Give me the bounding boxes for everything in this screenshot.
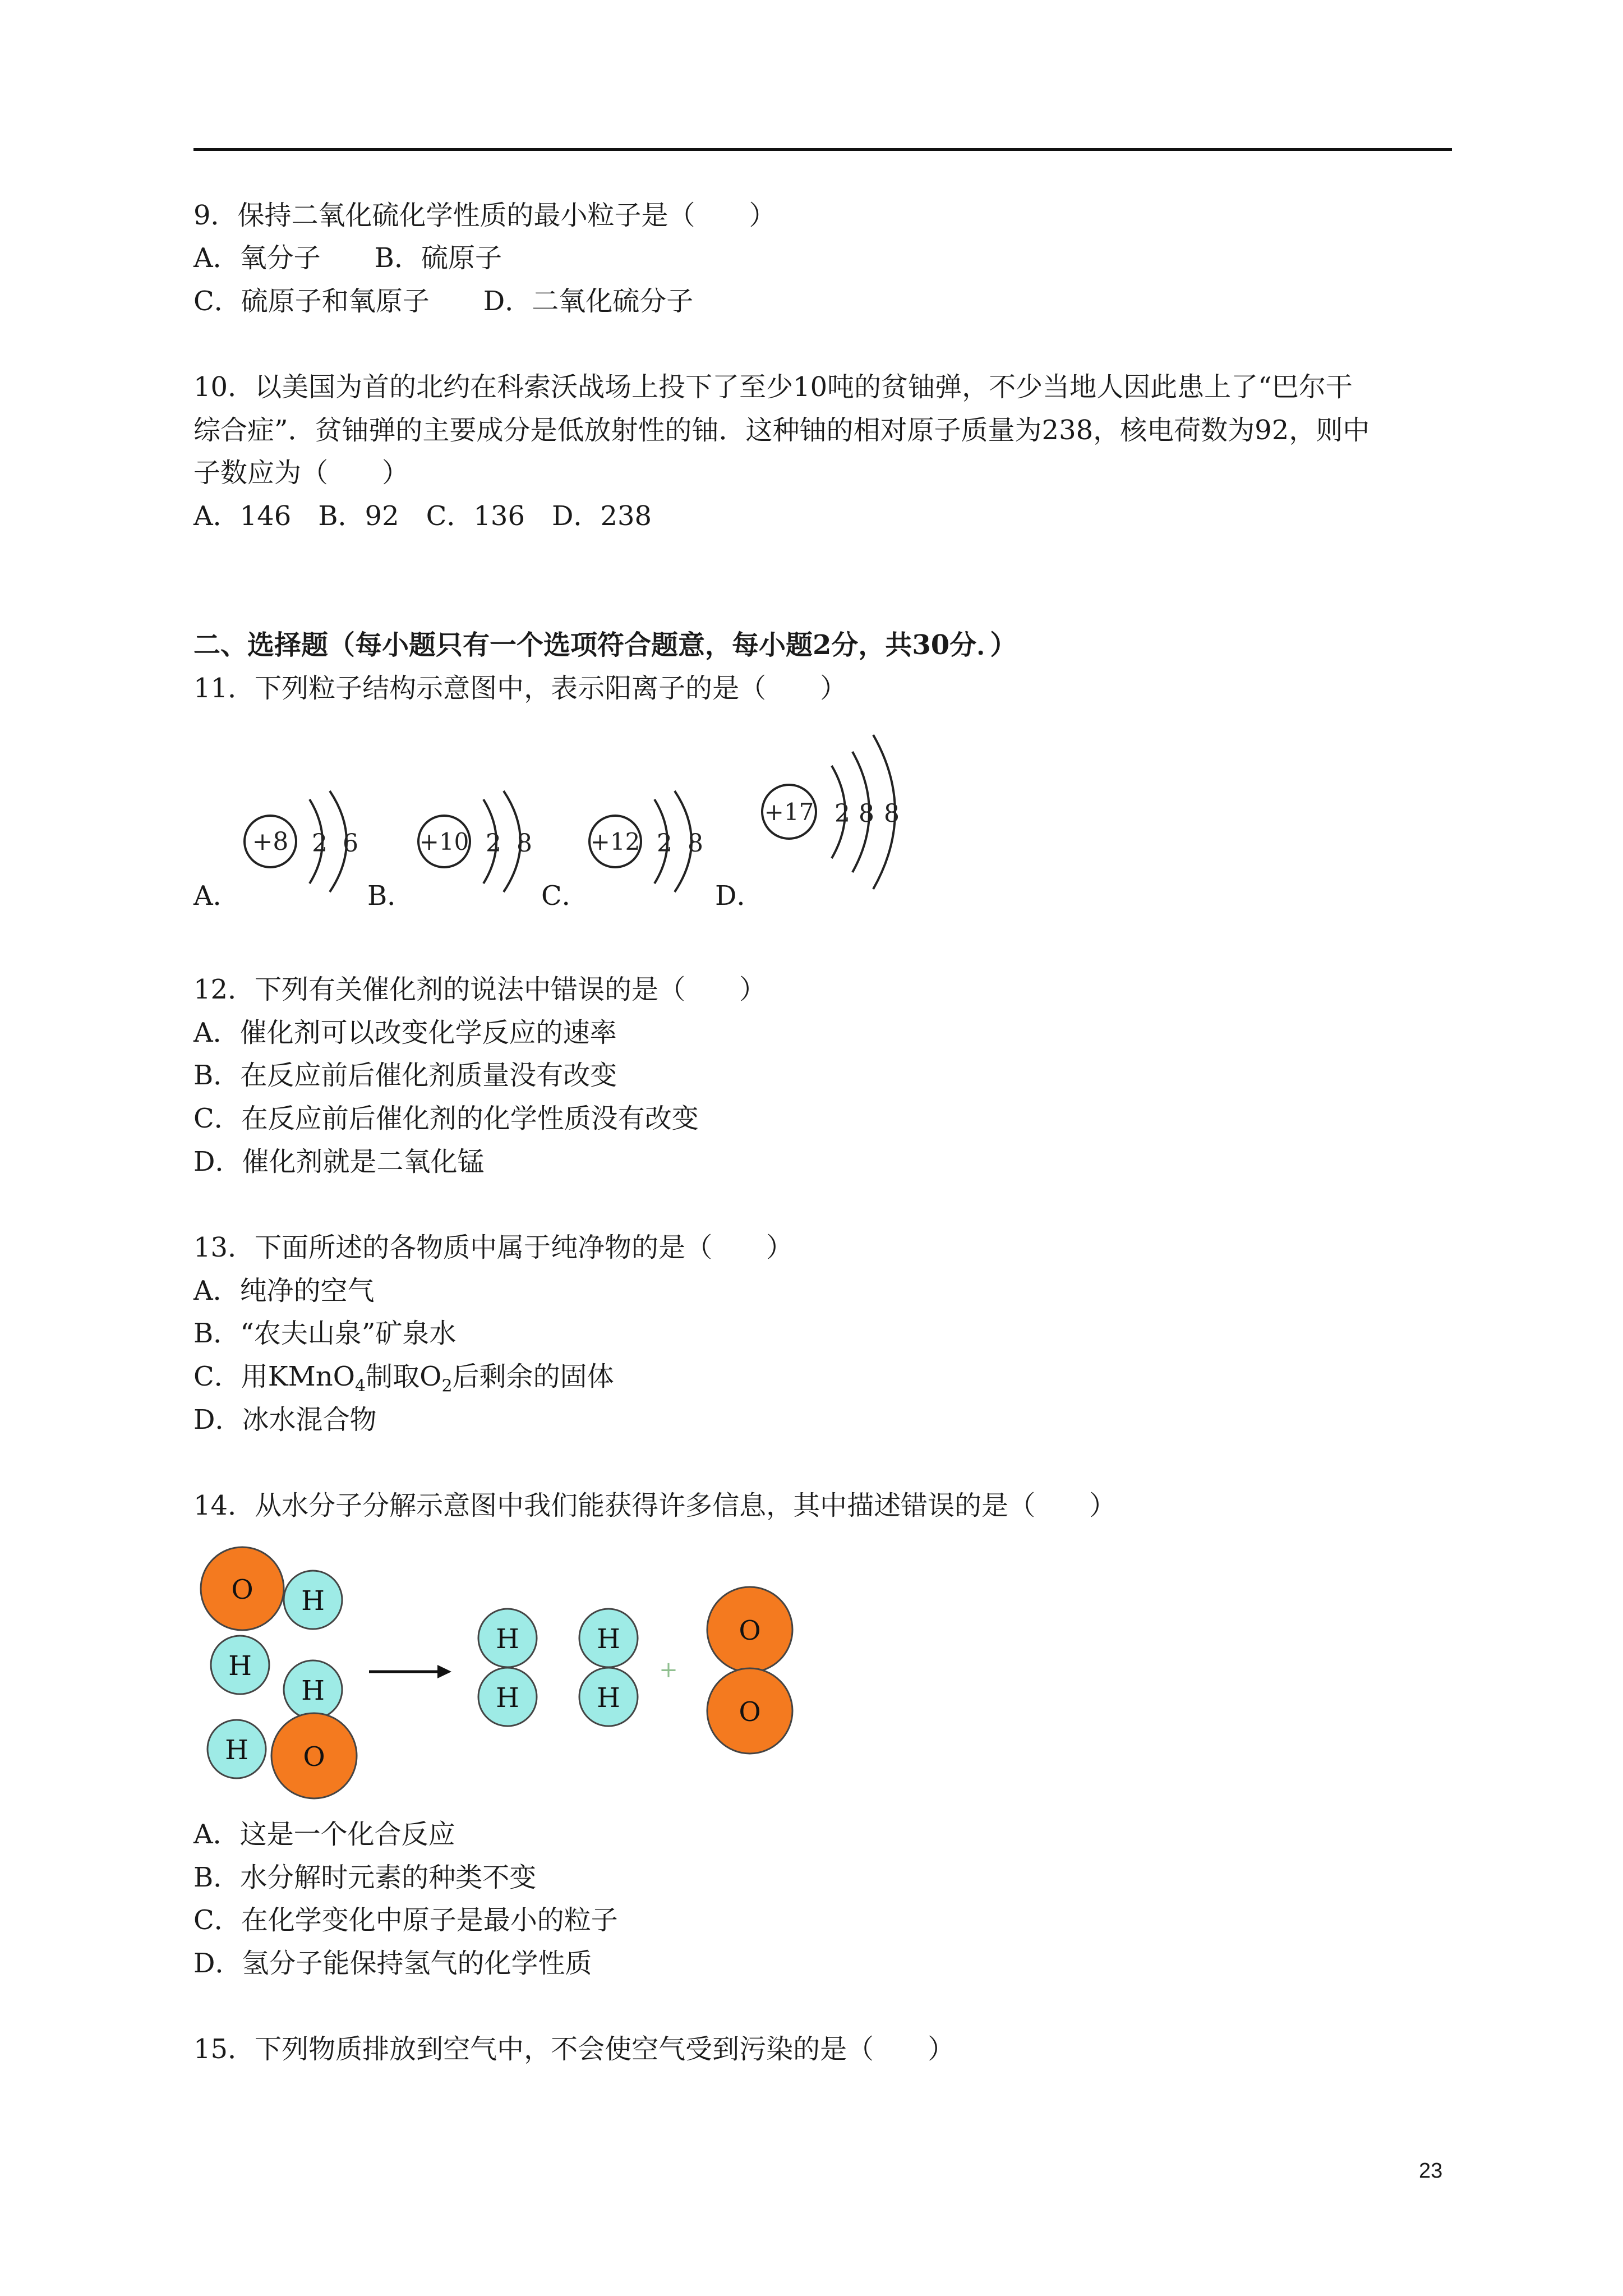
q14-option-a: A．这是一个化合反应 [193, 1819, 455, 1850]
q14-option-b: B．水分解时元素的种类不变 [193, 1862, 537, 1893]
atom-d-shell-3: 8 [884, 799, 900, 828]
atom-d-shell-1: 2 [834, 799, 850, 828]
q13-option-b: B．“农夫山泉”矿泉水 [193, 1318, 457, 1349]
hydrogen-molecule-1 [478, 1609, 537, 1726]
atom-diagram-c [580, 760, 715, 906]
q10-options: A．146 B．92 C．136 D．238 [193, 500, 652, 532]
q11-label-d: D． [715, 880, 764, 912]
q14-option-d: D．氢分子能保持氢气的化学性质 [193, 1948, 592, 1979]
section-heading: 二、选择题（每小题只有一个选项符合题意，每小题2分，共30分．） [193, 629, 1017, 661]
atom-d-nucleus: +17 [764, 798, 814, 826]
page-number: 23 [1419, 2159, 1443, 2183]
reaction-arrow [369, 1665, 451, 1678]
q14-stem: 14．从水分子分解示意图中我们能获得许多信息，其中描述错误的是（ ） [193, 1490, 1117, 1521]
atom-diagram-a [236, 760, 370, 906]
q13-option-c: C．用KMnO$_4$制取$O_2$后剩余的固体 [193, 1361, 614, 1396]
q12-option-d: D．催化剂就是二氧化锰 [193, 1146, 485, 1177]
atom-diagram-d [754, 715, 917, 909]
q11-label-a: A． [193, 880, 240, 912]
atom-diagram-b [409, 760, 544, 906]
q15-stem: 15．下列物质排放到空气中，不会使空气受到污染的是（ ） [193, 2033, 955, 2065]
svg-text:H: H [597, 1623, 620, 1655]
q10-stem-line2: 综合症”．贫铀弹的主要成分是低放射性的铀．这种铀的相对原子质量为238，核电荷数为92，则中 [193, 415, 1370, 446]
q13-option-d: D．冰水混合物 [193, 1404, 377, 1435]
plus-sign: + [659, 1657, 678, 1683]
q12-stem: 12．下列有关催化剂的说法中错误的是（ ） [193, 974, 767, 1005]
q11-stem: 11．下列粒子结构示意图中，表示阳离子的是（ ） [193, 673, 847, 704]
svg-text:H: H [225, 1734, 248, 1766]
q11-label-b: B． [367, 880, 414, 912]
atom-b-nucleus: +10 [419, 828, 469, 855]
hydrogen-molecule-2 [579, 1609, 638, 1726]
atom-c-shell-2: 8 [688, 829, 703, 858]
atom-c-nucleus: +12 [590, 828, 640, 855]
atom-c-shell-1: 2 [657, 829, 672, 858]
svg-text:H: H [597, 1682, 620, 1714]
svg-text:O: O [231, 1574, 253, 1605]
q9-options-cd: C．硫原子和氧原子 D．二氧化硫分子 [193, 286, 694, 317]
svg-text:O: O [739, 1615, 761, 1646]
water-decomposition-diagram [191, 1537, 819, 1806]
svg-text:O: O [303, 1741, 325, 1773]
svg-text:O: O [739, 1696, 761, 1728]
header-rule [193, 148, 1452, 151]
atom-d-shell-2: 8 [859, 799, 874, 828]
svg-text:H: H [301, 1675, 325, 1706]
atom-b-shell-1: 2 [486, 829, 501, 858]
atom-a-shell-1: 2 [312, 829, 328, 858]
q12-option-a: A．催化剂可以改变化学反应的速率 [193, 1017, 617, 1048]
svg-text:H: H [496, 1623, 519, 1655]
q12-option-c: C．在反应前后催化剂的化学性质没有改变 [193, 1103, 699, 1134]
atom-a-nucleus: +8 [252, 827, 289, 856]
svg-text:H: H [496, 1682, 519, 1714]
q9-options-ab: A．氧分子 B．硫原子 [193, 242, 502, 274]
q9-stem: 9．保持二氧化硫化学性质的最小粒子是（ ） [193, 200, 776, 231]
q10-stem-line3: 子数应为（ ） [193, 457, 409, 489]
q13-option-a: A．纯净的空气 [193, 1275, 375, 1306]
q13-stem: 13．下面所述的各物质中属于纯净物的是（ ） [193, 1232, 794, 1263]
svg-text:H: H [228, 1650, 252, 1682]
atom-b-shell-2: 8 [517, 829, 532, 858]
atom-a-shell-2: 6 [343, 829, 358, 858]
oxygen-molecule [707, 1587, 792, 1754]
q12-option-b: B．在反应前后催化剂质量没有改变 [193, 1060, 617, 1091]
q14-option-c: C．在化学变化中原子是最小的粒子 [193, 1904, 618, 1936]
q11-label-c: C． [541, 880, 589, 912]
svg-text:H: H [301, 1585, 325, 1617]
q10-stem-line1: 10．以美国为首的北约在科索沃战场上投下了至少10吨的贫铀弹，不少当地人因此患上了“巴尔干 [193, 371, 1353, 403]
